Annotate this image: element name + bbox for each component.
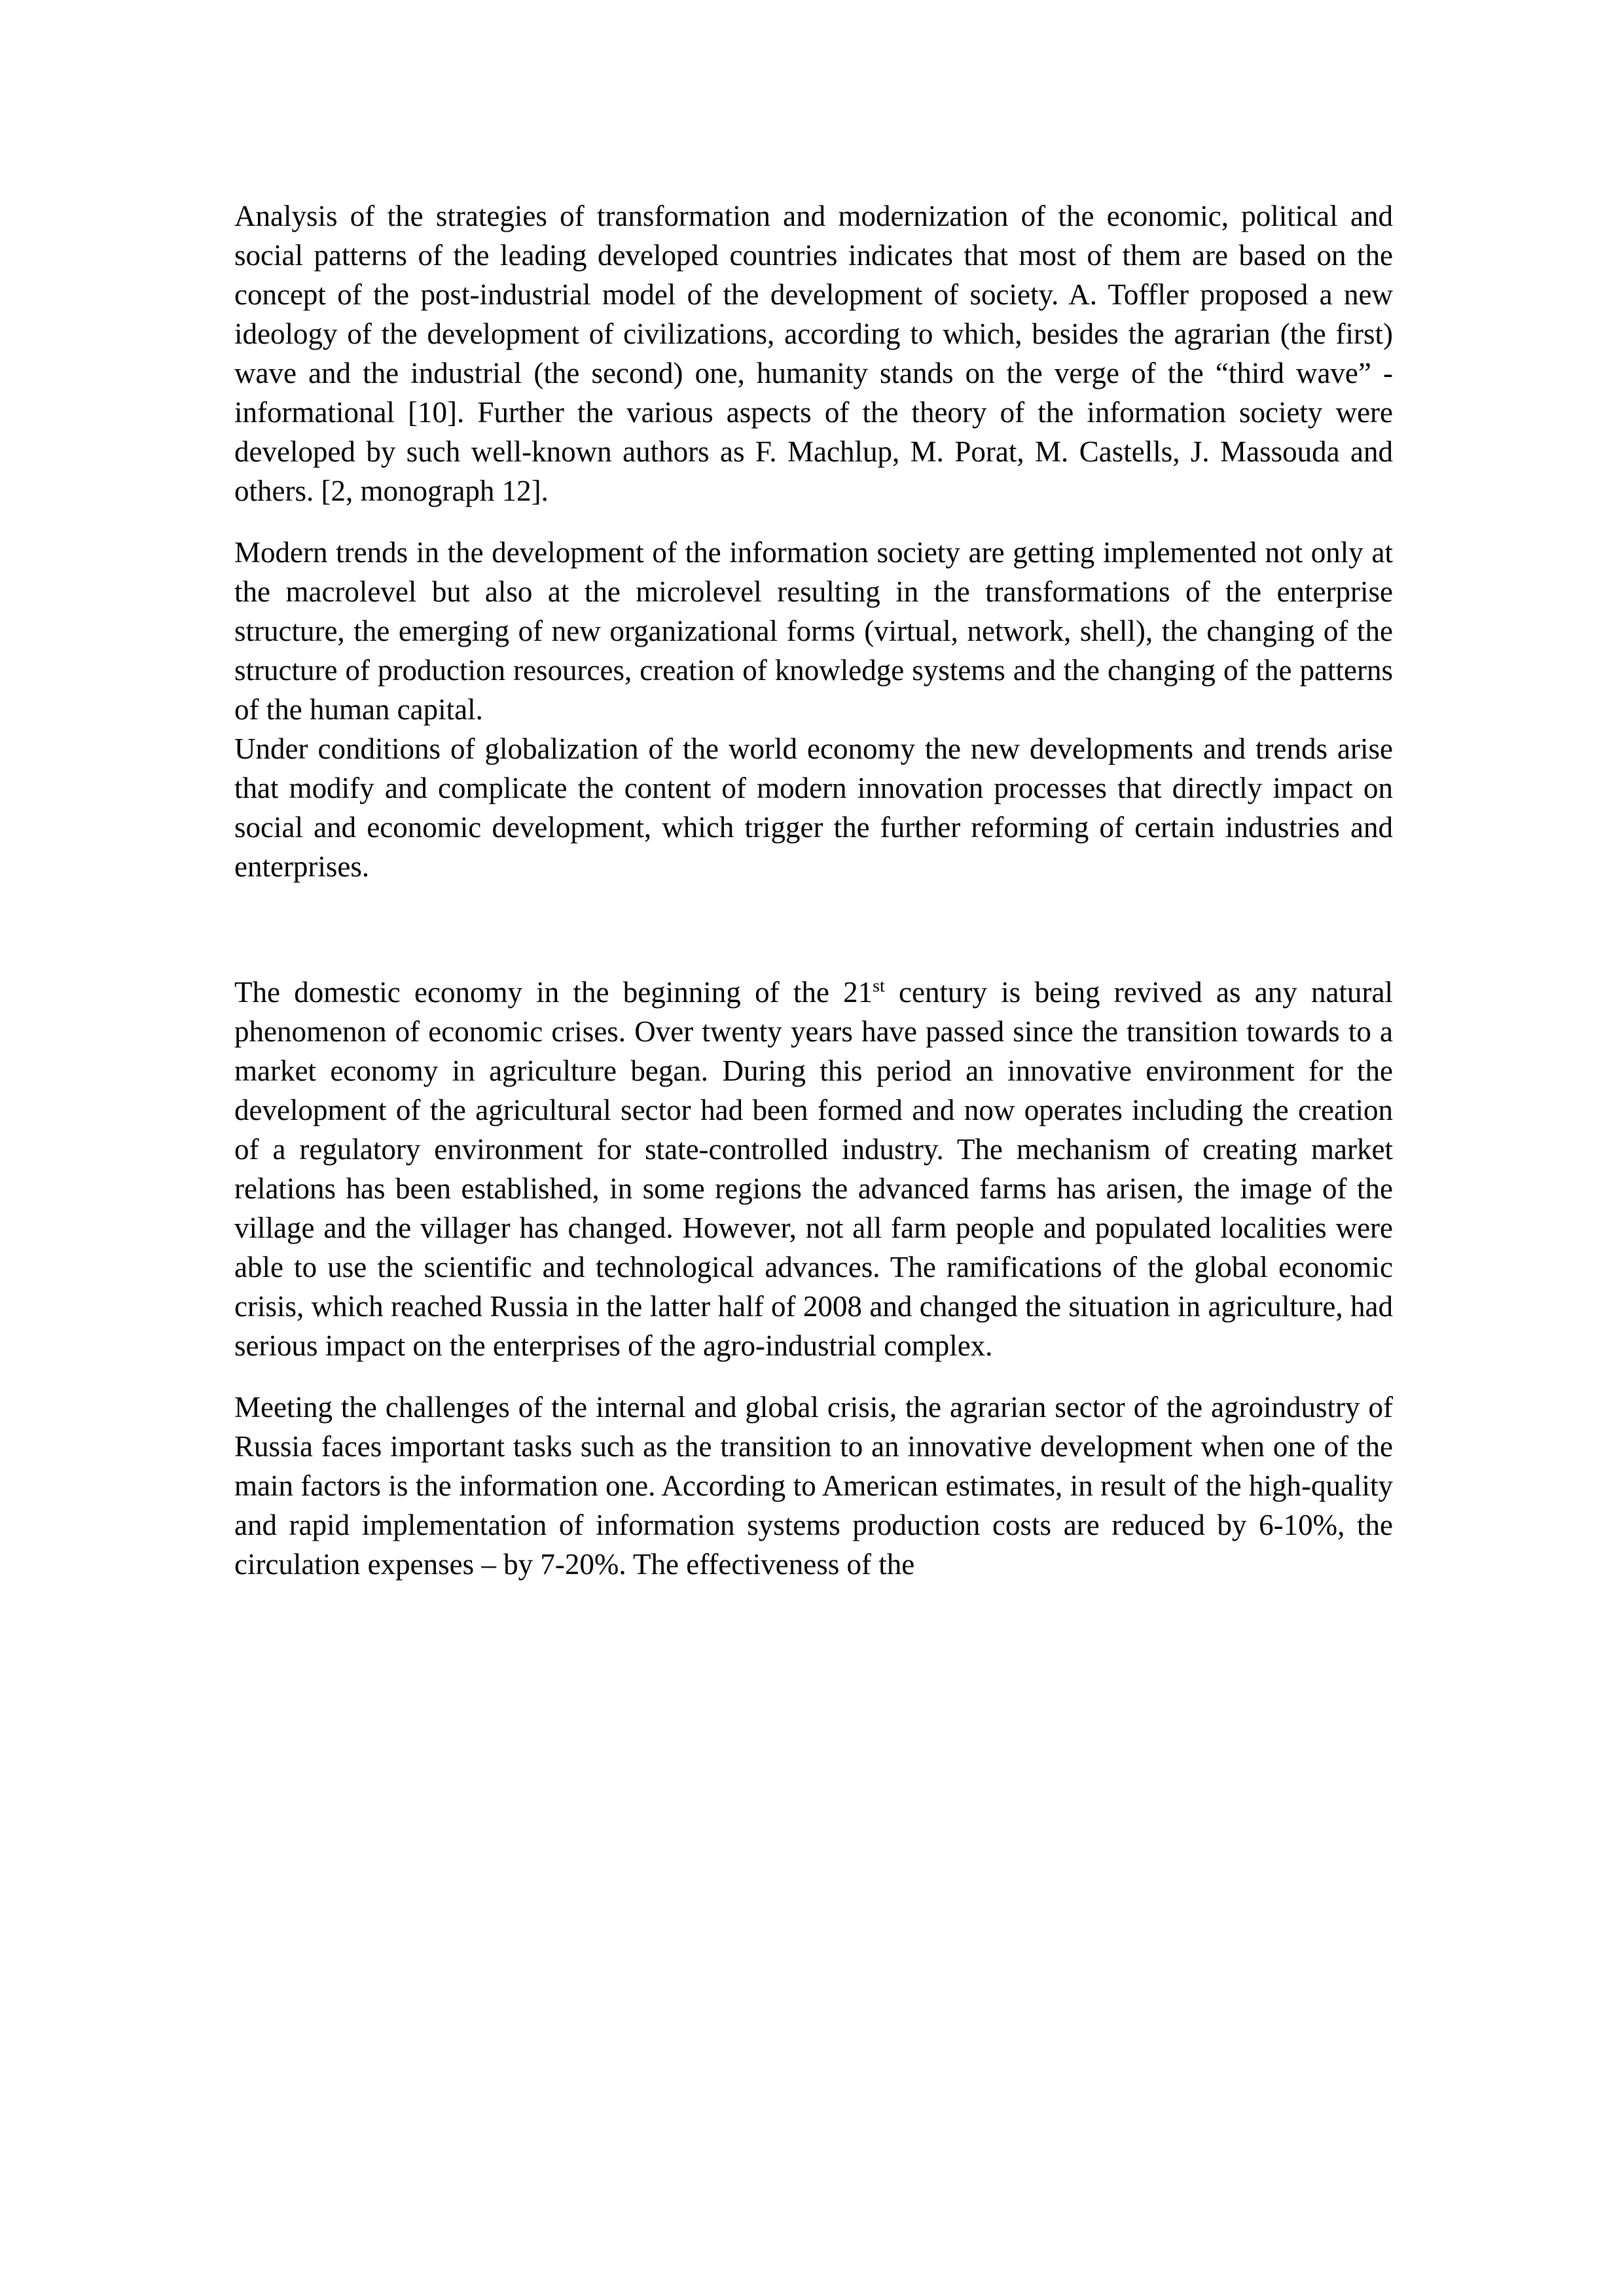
body-text-column [234,196,1393,1584]
paragraph-text: Modern trends in the development of the information society are getting implemented not only at the macrolevel but also at the microlevel resulting in the transformations of the enterprise structure, the emerging of new organizational forms (virtual, network, shell), the changing of the structure of production resources, creation of knowledge systems and the changing of the patterns of the human capital. [234,536,1393,726]
paragraph-domestic-economy [234,973,1393,1365]
paragraph-text-lead: The domestic economy in the beginning of the 21 [234,976,873,1009]
paragraph-modern-trends [234,533,1393,729]
paragraph-under-conditions [234,729,1393,886]
paragraph-text-rest: century is being revived as any natural phenomenon of economic crises. Over twenty years have passed since the transition towards to a market economy in agriculture began. During this period an innovative environment for the development of the agricultural sector had been formed and now operates including the creation of a regulatory environment for state-controlled industry. The mechanism of creating market relations has been established, in some regions the advanced farms has arisen, the image of the village and the villager has changed. However, not all farm people and populated localities were able to use the scientific and technological advances. The ramifications of the global economic crisis, which reached Russia in the latter half of 2008 and changed the situation in agriculture, had serious impact on the enterprises of the agro-industrial complex. [234,976,1393,1362]
paragraph-text: Under conditions of globalization of the world economy the new developments and trends arise that modify and complicate the content of modern innovation processes that directly impact on social and economic development, which trigger the further reforming of certain industries and enterprises. [234,732,1393,883]
paragraph-text: Meeting the challenges of the internal and global crisis, the agrarian sector of the agroindustry of Russia faces important tasks such as the transition to an innovative development when one of the main factors is the information one. According to American estimates, in result of the high-quality and rapid implementation of information systems production costs are reduced by 6-10%, the circulation expenses – by 7-20%. The effectiveness of the [234,1391,1393,1581]
ordinal-suffix-superscript: st [873,976,885,996]
paragraph-analysis-strategies [234,196,1393,511]
paragraph-text: Analysis of the strategies of transformation and modernization of the economic, political and social patterns of the leading developed countries indicates that most of them are based on the concept of the post-industrial model of the development of society. A. Toffler proposed a new ideology of the development of civilizations, according to which, besides the agrarian (the first) wave and the industrial (the second) one, humanity stands on the verge of the “third wave” - informational [10]. Further the various aspects of the theory of the information society were developed by such well-known authors as F. Machlup, M. Porat, M. Castells, J. Massouda and others. [2, monograph 12]. [234,200,1393,507]
paragraph-meeting-challenges [234,1388,1393,1584]
